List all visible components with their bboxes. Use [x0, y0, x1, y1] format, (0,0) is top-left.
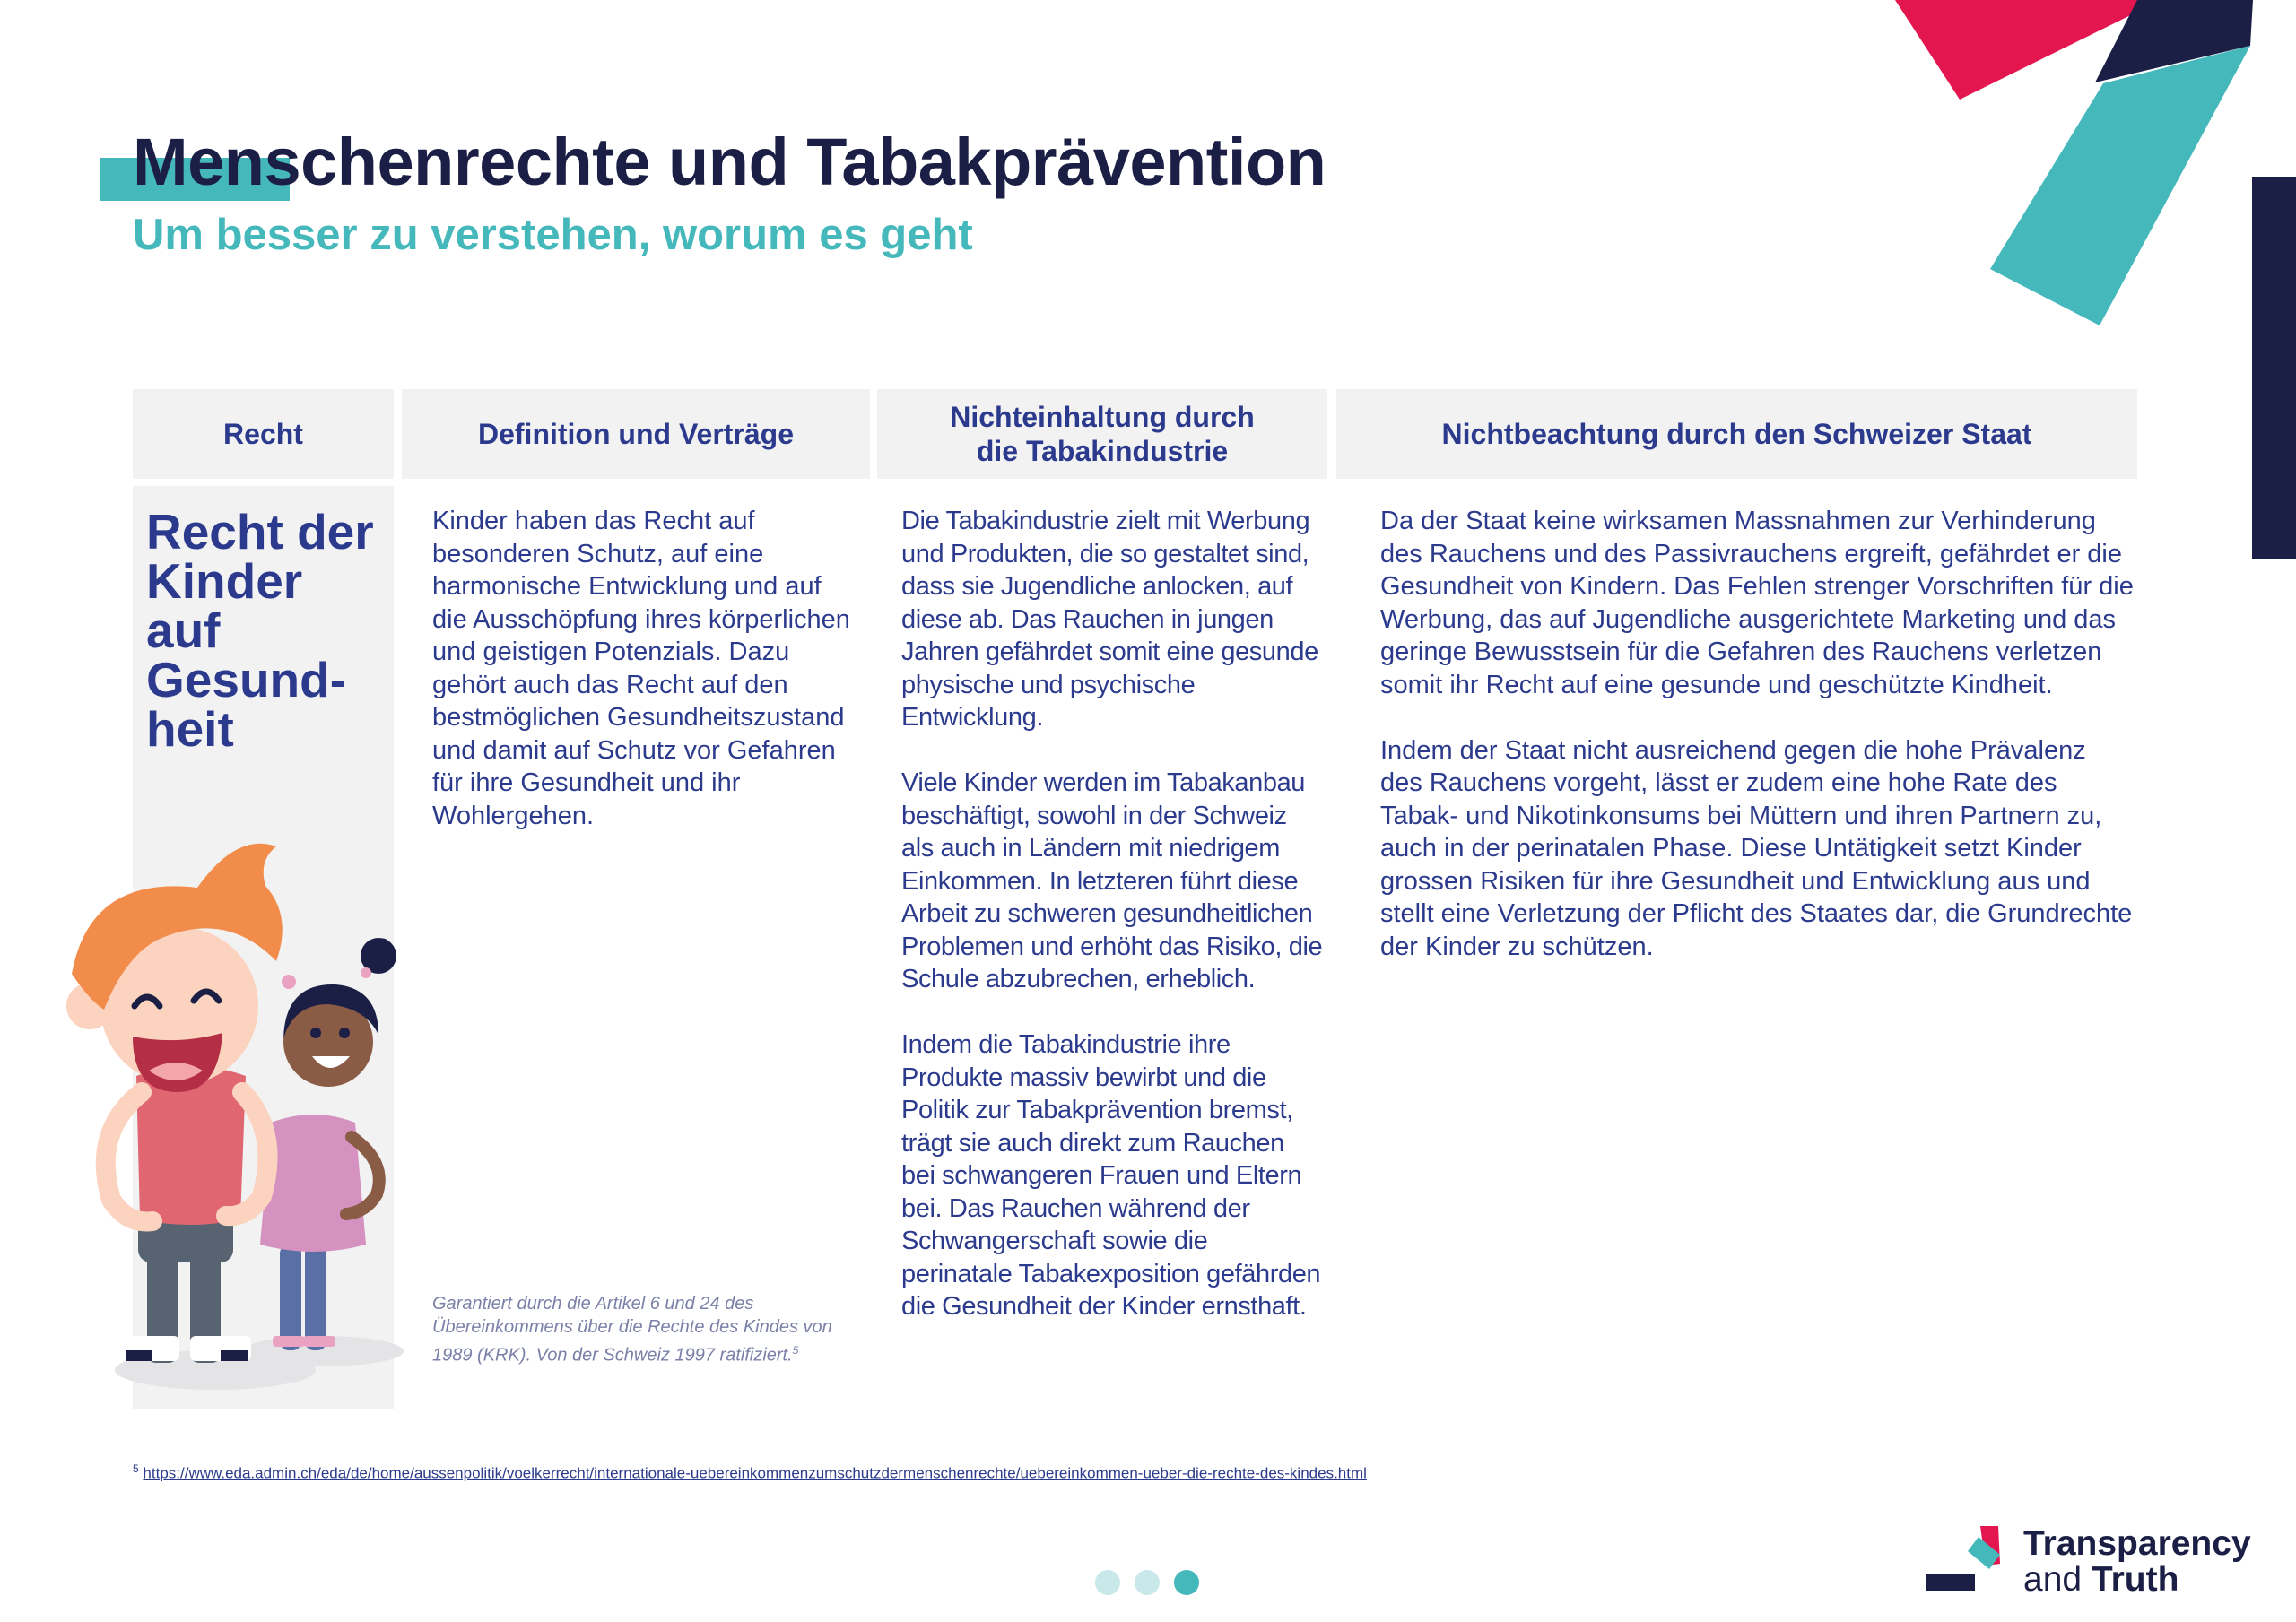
page-dot-1[interactable] [1095, 1570, 1120, 1595]
logo-wordmark: Transparency and Truth [2023, 1524, 2251, 1599]
definition-note: Garantiert durch die Artikel 6 und 24 des Übereinkommens über die Rechte des Kindes von 1989 (KRK). Von der Schweiz 1997 ratifiziert.$^5$ [432, 1294, 832, 1366]
logo-mark-icon [1926, 1524, 2016, 1596]
column-header-recht: Recht [133, 389, 394, 479]
right-name: Recht der Kinder auf Gesund- heit [146, 504, 374, 757]
industry-paragraph: Die Tabakindustrie zielt mit Werbung und Produkten, die so gestaltet sind, dass sie Jugendliche anlocken, auf diese ab. Das Rauchen in jungen Jahren gefährdet somit eine gesunde physische und psychische Entwicklung. [901, 507, 1318, 732]
pagination [1095, 1570, 1199, 1595]
page-dot-2[interactable] [1135, 1570, 1160, 1595]
page-subtitle: Um besser zu verstehen, worum es geht [133, 211, 973, 259]
industry-text [901, 505, 1323, 1356]
page-title: Menschenrechte und Tabakprävention [133, 125, 1326, 199]
page-dot-3-active[interactable] [1174, 1570, 1199, 1595]
footnote-link[interactable]: https://www.eda.admin.ch/eda/de/home/aussenpolitik/voelkerrecht/internationale-uebereinkommenzumschutzdermenschenrechte/uebereinkommen-ueber-die-rechte-des-kindes.html [143, 1464, 1367, 1482]
industry-paragraph: Indem die Tabakindustrie ihre Produkte massiv bewirbt und die Politik zur Tabakprävention bremst, trägt sie auch direkt zum Rauchen bei schwangeren Frauen und Eltern bei. Das Rauchen während der Schwangerschaft sowie die perinatale Tabakexposition gefährden die Gesundheit der Kinder ernsthaft. [901, 1030, 1321, 1321]
state-paragraph: Indem der Staat nicht ausreichend gegen die hohe Prävalenz des Rauchens vorgeht, lässt er zudem eine hohe Rate des Tabak- und Nikotinkonsums bei Müttern und ihren Partnern zu, auch in der perinatalen Phase. Diese Untätigkeit setzt Kinder grossen Risiken für ihre Gesundheit und Entwicklung aus und stellt eine Verletzung der Pflicht des Staates dar, die Grundrechte der Kinder zu schützen. [1380, 735, 2133, 961]
state-paragraph: Da der Staat keine wirksamen Massnahmen zur Verhinderung des Rauchens und des Passivrauchens ergreift, gefährdet er die Gesundheit von Kindern. Das Fehlen strenger Vorschriften für die Werbung, das auf Jugendliche ausgerichtete Marketing und das geringe Bewusstsein für die Gefahren des Rauchens verletzen somit ihr Recht auf eine gesunde und geschützte Kindheit. [1380, 507, 2134, 699]
column-header-industry: Nichteinhaltung durch die Tabakindustrie [877, 389, 1327, 479]
column-header-state: Nichtbeachtung durch den Schweizer Staat [1336, 389, 2137, 479]
state-text [1380, 505, 2134, 996]
side-accent-bar [2252, 177, 2296, 559]
column-header-definition: Definition und Verträge [402, 389, 870, 479]
children-illustration [36, 798, 413, 1408]
footnote: $^5$ https://www.eda.admin.ch/eda/de/home/aussenpolitik/voelkerrecht/internationale-uebereinkommenzumschutzdermenschenrechte/uebereinkommen-ueber-die-rechte-des-kindes.html [133, 1462, 1367, 1482]
industry-paragraph: Viele Kinder werden im Tabakanbau beschäftigt, sowohl in der Schweiz als auch in Ländern mit niedrigem Einkommen. In letzteren führt diese Arbeit zu schweren gesundheitlichen Problemen und erhöht das Risiko, die Schule abzubrechen, erheblich. [901, 768, 1323, 993]
definition-text: Kinder haben das Recht auf besonderen Schutz, auf eine harmonische Entwicklung und auf die Ausschöpfung ihres körperlichen und geistigen Potenzials. Dazu gehört auch das Recht auf den bestmöglichen Gesundheitszustand und damit auf Schutz vor Gefahren für ihre Gesundheit und ihr Wohlergehen. [432, 507, 850, 830]
